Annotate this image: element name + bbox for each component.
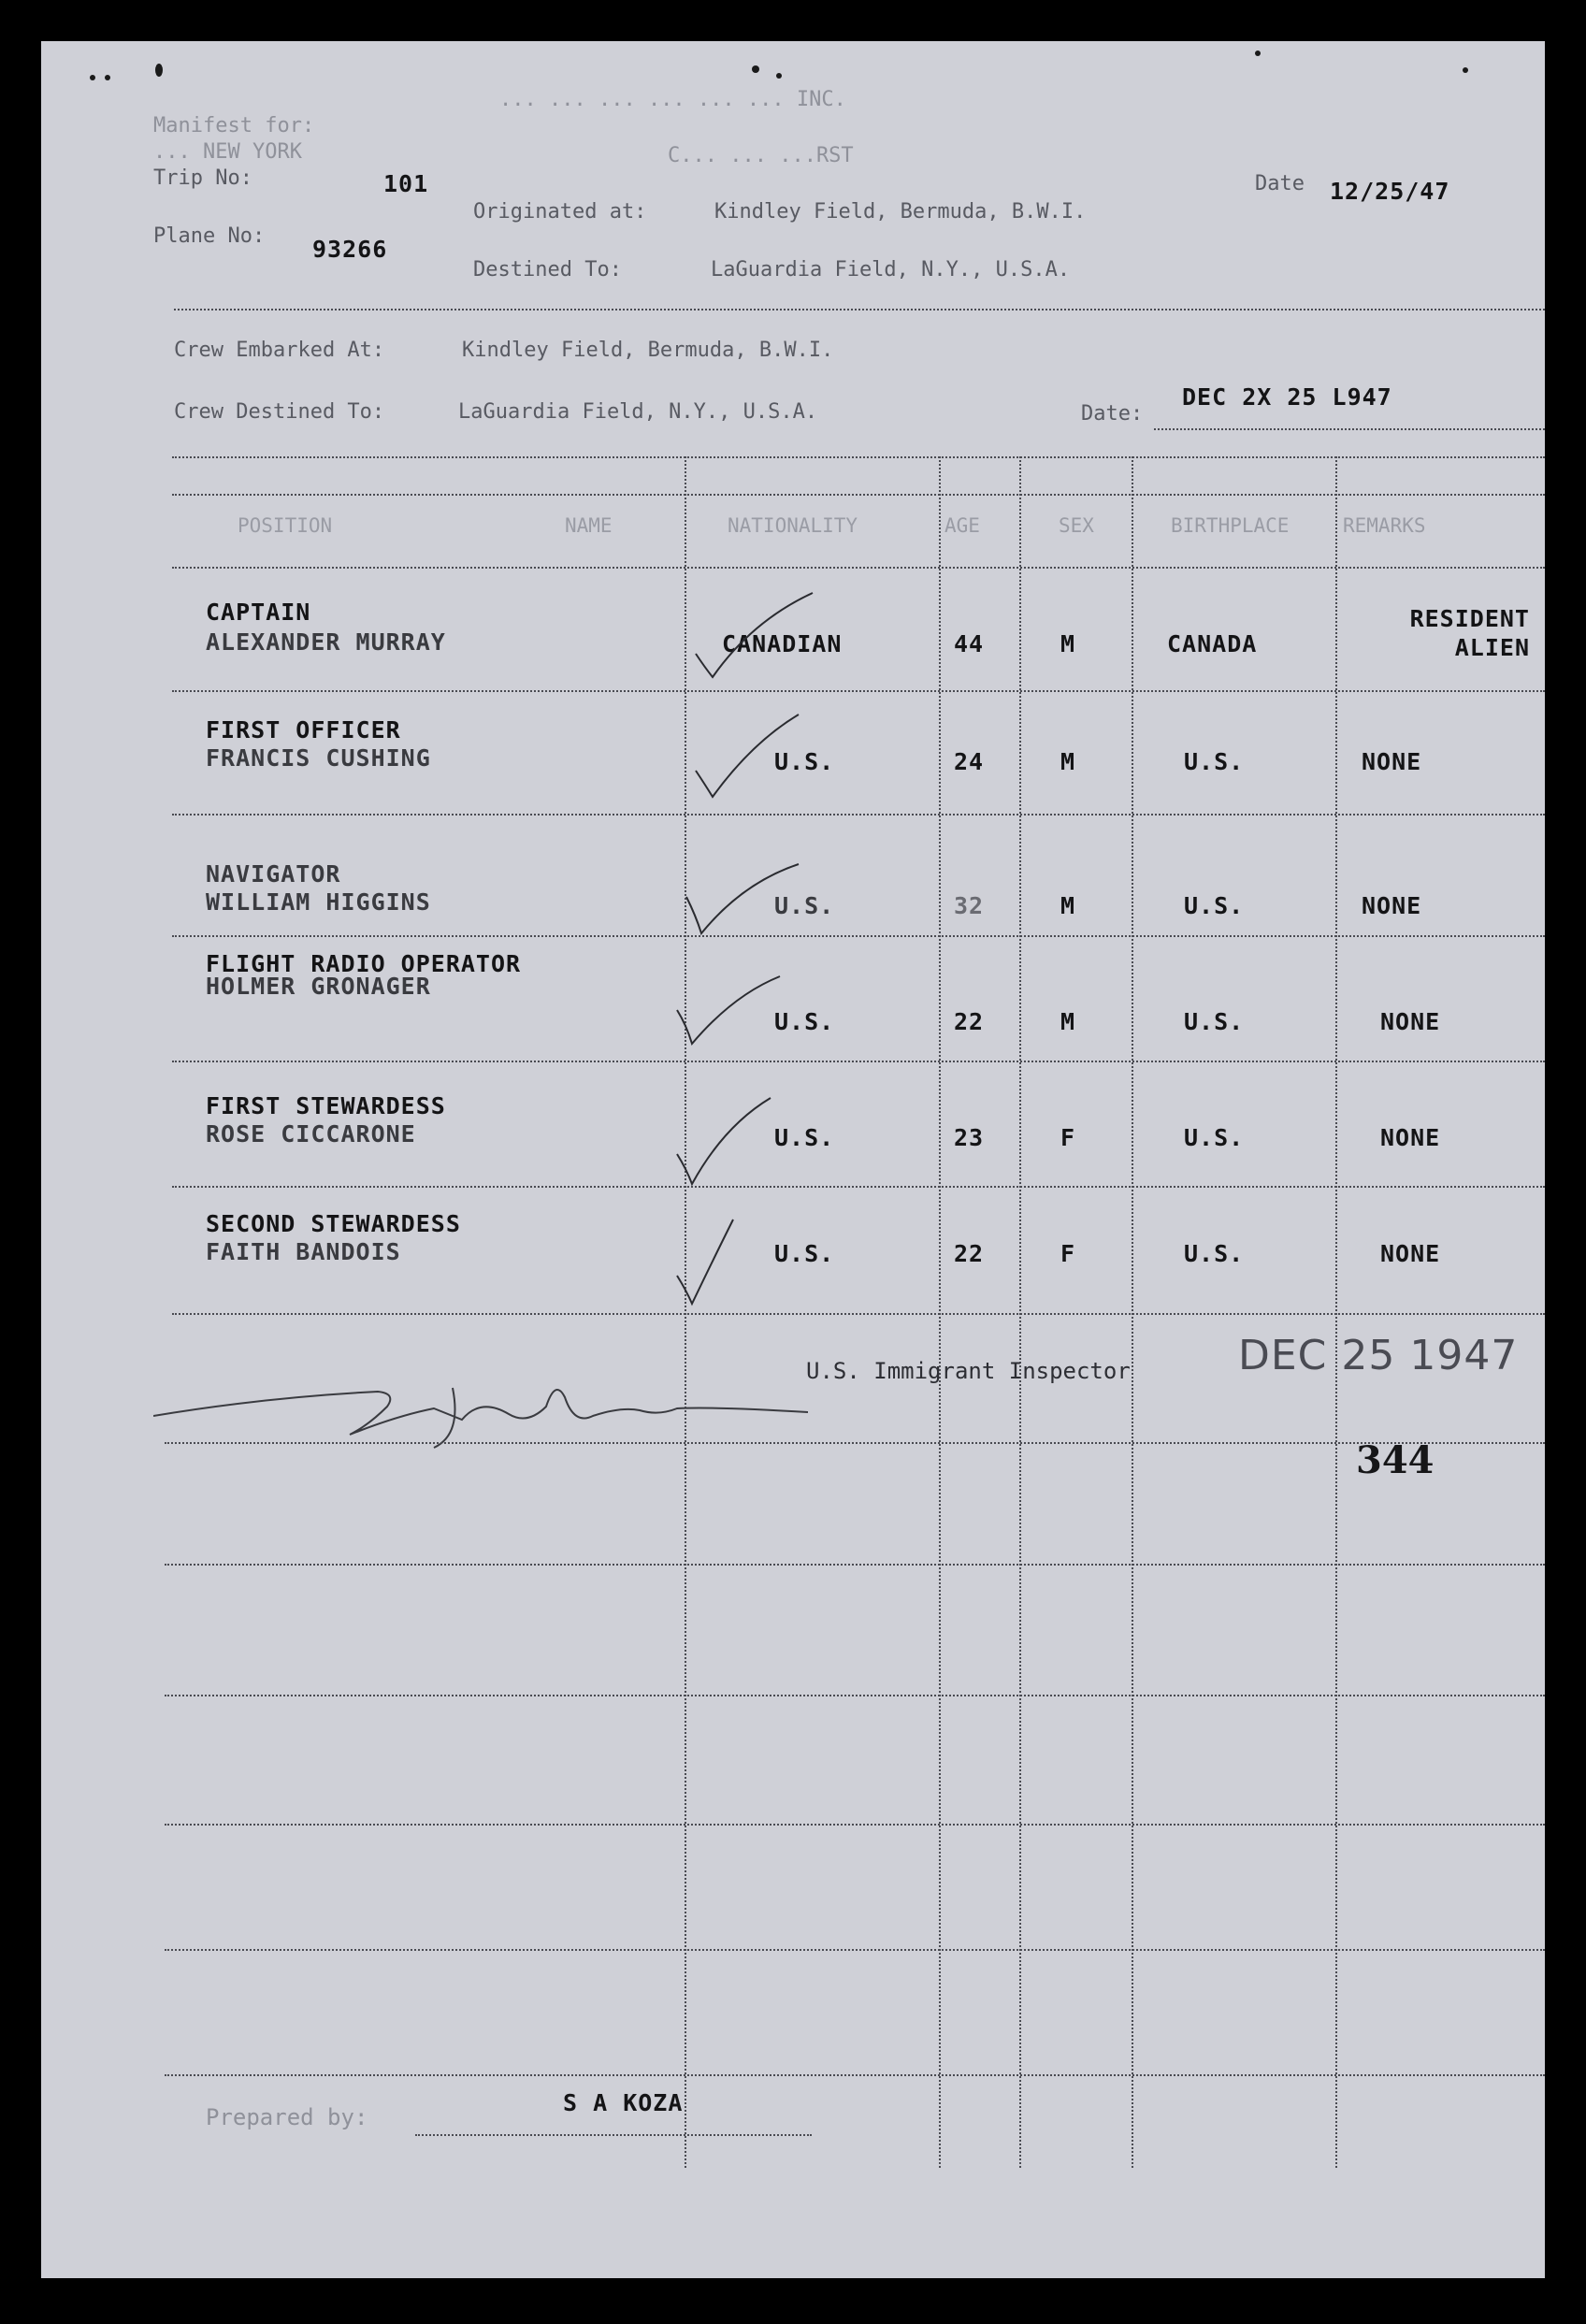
row-rule <box>172 1313 1545 1315</box>
row-nationality: U.S. <box>774 748 835 775</box>
row-position: NAVIGATOR <box>206 860 341 888</box>
trip-no-label: Trip No: <box>153 166 252 190</box>
header-position: POSITION <box>238 514 333 537</box>
row-birthplace: CANADA <box>1167 630 1258 657</box>
prepared-by-label: Prepared by: <box>206 2104 368 2130</box>
page-number: 344 <box>1356 1438 1435 1482</box>
column-rule <box>1019 456 1021 2168</box>
prepared-by-value: S A KOZA <box>563 2089 684 2116</box>
trip-no-value: 101 <box>383 170 429 197</box>
crew-date-label: Date: <box>1081 402 1144 426</box>
checkmark-icon <box>630 958 808 1079</box>
inspector-signature <box>153 1350 808 1453</box>
row-remarks: NONE <box>1380 1240 1441 1267</box>
row-remarks: NONE <box>1380 1124 1441 1151</box>
date-label: Date <box>1255 172 1305 195</box>
inspector-title: U.S. Immigrant Inspector <box>806 1358 1131 1384</box>
row-position: CAPTAIN <box>206 599 311 626</box>
row-age: 32 <box>954 892 985 919</box>
divider <box>174 309 1545 310</box>
date-value: 12/25/47 <box>1330 178 1450 205</box>
manifest-for-label: Manifest for: <box>153 114 315 137</box>
blank-rule <box>165 1949 1545 1951</box>
row-remarks: NONE <box>1362 892 1422 919</box>
table-header-rule <box>172 494 1545 496</box>
prepared-by-underline <box>415 2134 812 2136</box>
table-header-bottom <box>172 567 1545 569</box>
row-position: SECOND STEWARDESS <box>206 1210 461 1237</box>
row-age: 22 <box>954 1008 985 1035</box>
manifest-for-value: ... NEW YORK <box>153 140 302 164</box>
header-birthplace: BIRTHPLACE <box>1171 514 1290 537</box>
column-rule <box>1335 456 1337 2168</box>
row-name: HOLMER GRONAGER <box>206 973 431 1000</box>
row-nationality: U.S. <box>774 1240 835 1267</box>
row-sex: M <box>1060 748 1076 775</box>
row-position: FLIGHT RADIO OPERATOR <box>206 950 522 977</box>
speck-mark <box>90 75 95 80</box>
inspector-date-stamp: DEC 25 1947 <box>1238 1332 1519 1379</box>
table-top-rule <box>172 456 1545 458</box>
row-name: FAITH BANDOIS <box>206 1238 401 1265</box>
manifest-page <box>41 41 1545 2278</box>
plane-no-label: Plane No: <box>153 224 266 248</box>
row-sex: F <box>1060 1124 1076 1151</box>
row-nationality: U.S. <box>774 1008 835 1035</box>
header-nationality: NATIONALITY <box>728 514 858 537</box>
blank-rule <box>165 1564 1545 1566</box>
row-rule <box>172 814 1545 816</box>
row-name: ROSE CICCARONE <box>206 1120 416 1148</box>
row-rule <box>172 690 1545 692</box>
row-birthplace: U.S. <box>1184 1240 1245 1267</box>
row-remarks: NONE <box>1362 748 1422 775</box>
blank-rule <box>165 2074 1545 2076</box>
header-age: AGE <box>944 514 980 537</box>
speck-mark <box>1255 51 1261 56</box>
row-position: FIRST STEWARDESS <box>206 1092 446 1119</box>
speck-mark <box>155 64 163 77</box>
carrier-line: ... ... ... ... ... ... INC. <box>499 88 846 111</box>
originated-label: Originated at: <box>473 200 647 224</box>
destined-value: LaGuardia Field, N.Y., U.S.A. <box>711 258 1071 281</box>
row-name: FRANCIS CUSHING <box>206 744 431 772</box>
checkmark-icon <box>649 696 827 817</box>
row-name: WILLIAM HIGGINS <box>206 888 431 916</box>
originated-value: Kindley Field, Bermuda, B.W.I. <box>714 200 1087 224</box>
row-rule <box>172 1061 1545 1062</box>
column-rule <box>1132 456 1133 2168</box>
row-age: 23 <box>954 1124 985 1151</box>
header-sex: SEX <box>1059 514 1094 537</box>
crew-destined-value: LaGuardia Field, N.Y., U.S.A. <box>458 400 818 424</box>
blank-rule <box>165 1695 1545 1696</box>
row-nationality: U.S. <box>774 1124 835 1151</box>
date-underline <box>1154 428 1545 430</box>
header-name: NAME <box>565 514 613 537</box>
row-sex: F <box>1060 1240 1076 1267</box>
row-birthplace: U.S. <box>1184 748 1245 775</box>
row-birthplace: U.S. <box>1184 1124 1245 1151</box>
speck-mark <box>752 65 759 73</box>
speck-mark <box>1463 67 1468 73</box>
checkmark-icon <box>630 1210 808 1332</box>
row-name: ALEXANDER MURRAY <box>206 628 446 656</box>
row-birthplace: U.S. <box>1184 1008 1245 1035</box>
checkmark-icon <box>640 845 817 967</box>
manifest-type: C... ... ...RST <box>668 144 854 167</box>
row-sex: M <box>1060 630 1076 657</box>
row-sex: M <box>1060 892 1076 919</box>
row-remarks: NONE <box>1380 1008 1441 1035</box>
row-age: 24 <box>954 748 985 775</box>
row-nationality: CANADIAN <box>722 630 843 657</box>
blank-rule <box>165 1442 1545 1444</box>
destined-label: Destined To: <box>473 258 622 281</box>
row-birthplace: U.S. <box>1184 892 1245 919</box>
row-age: 44 <box>954 630 985 657</box>
speck-mark <box>105 75 110 80</box>
checkmark-icon <box>649 584 827 705</box>
row-sex: M <box>1060 1008 1076 1035</box>
row-remarks: RESIDENT ALIEN <box>1409 605 1530 661</box>
speck-mark <box>776 73 782 79</box>
row-rule <box>172 1186 1545 1188</box>
row-age: 22 <box>954 1240 985 1267</box>
plane-no-value: 93266 <box>312 236 388 263</box>
header-remarks: REMARKS <box>1343 514 1426 537</box>
crew-embarked-label: Crew Embarked At: <box>174 339 385 362</box>
blank-rule <box>165 1824 1545 1826</box>
row-rule <box>172 935 1545 937</box>
row-nationality: U.S. <box>774 892 835 919</box>
crew-destined-label: Crew Destined To: <box>174 400 385 424</box>
crew-embarked-value: Kindley Field, Bermuda, B.W.I. <box>462 339 834 362</box>
crew-date-value: DEC 2X 25 L947 <box>1182 383 1392 411</box>
checkmark-icon <box>630 1079 808 1201</box>
row-position: FIRST OFFICER <box>206 716 401 743</box>
column-rule <box>939 456 941 2168</box>
